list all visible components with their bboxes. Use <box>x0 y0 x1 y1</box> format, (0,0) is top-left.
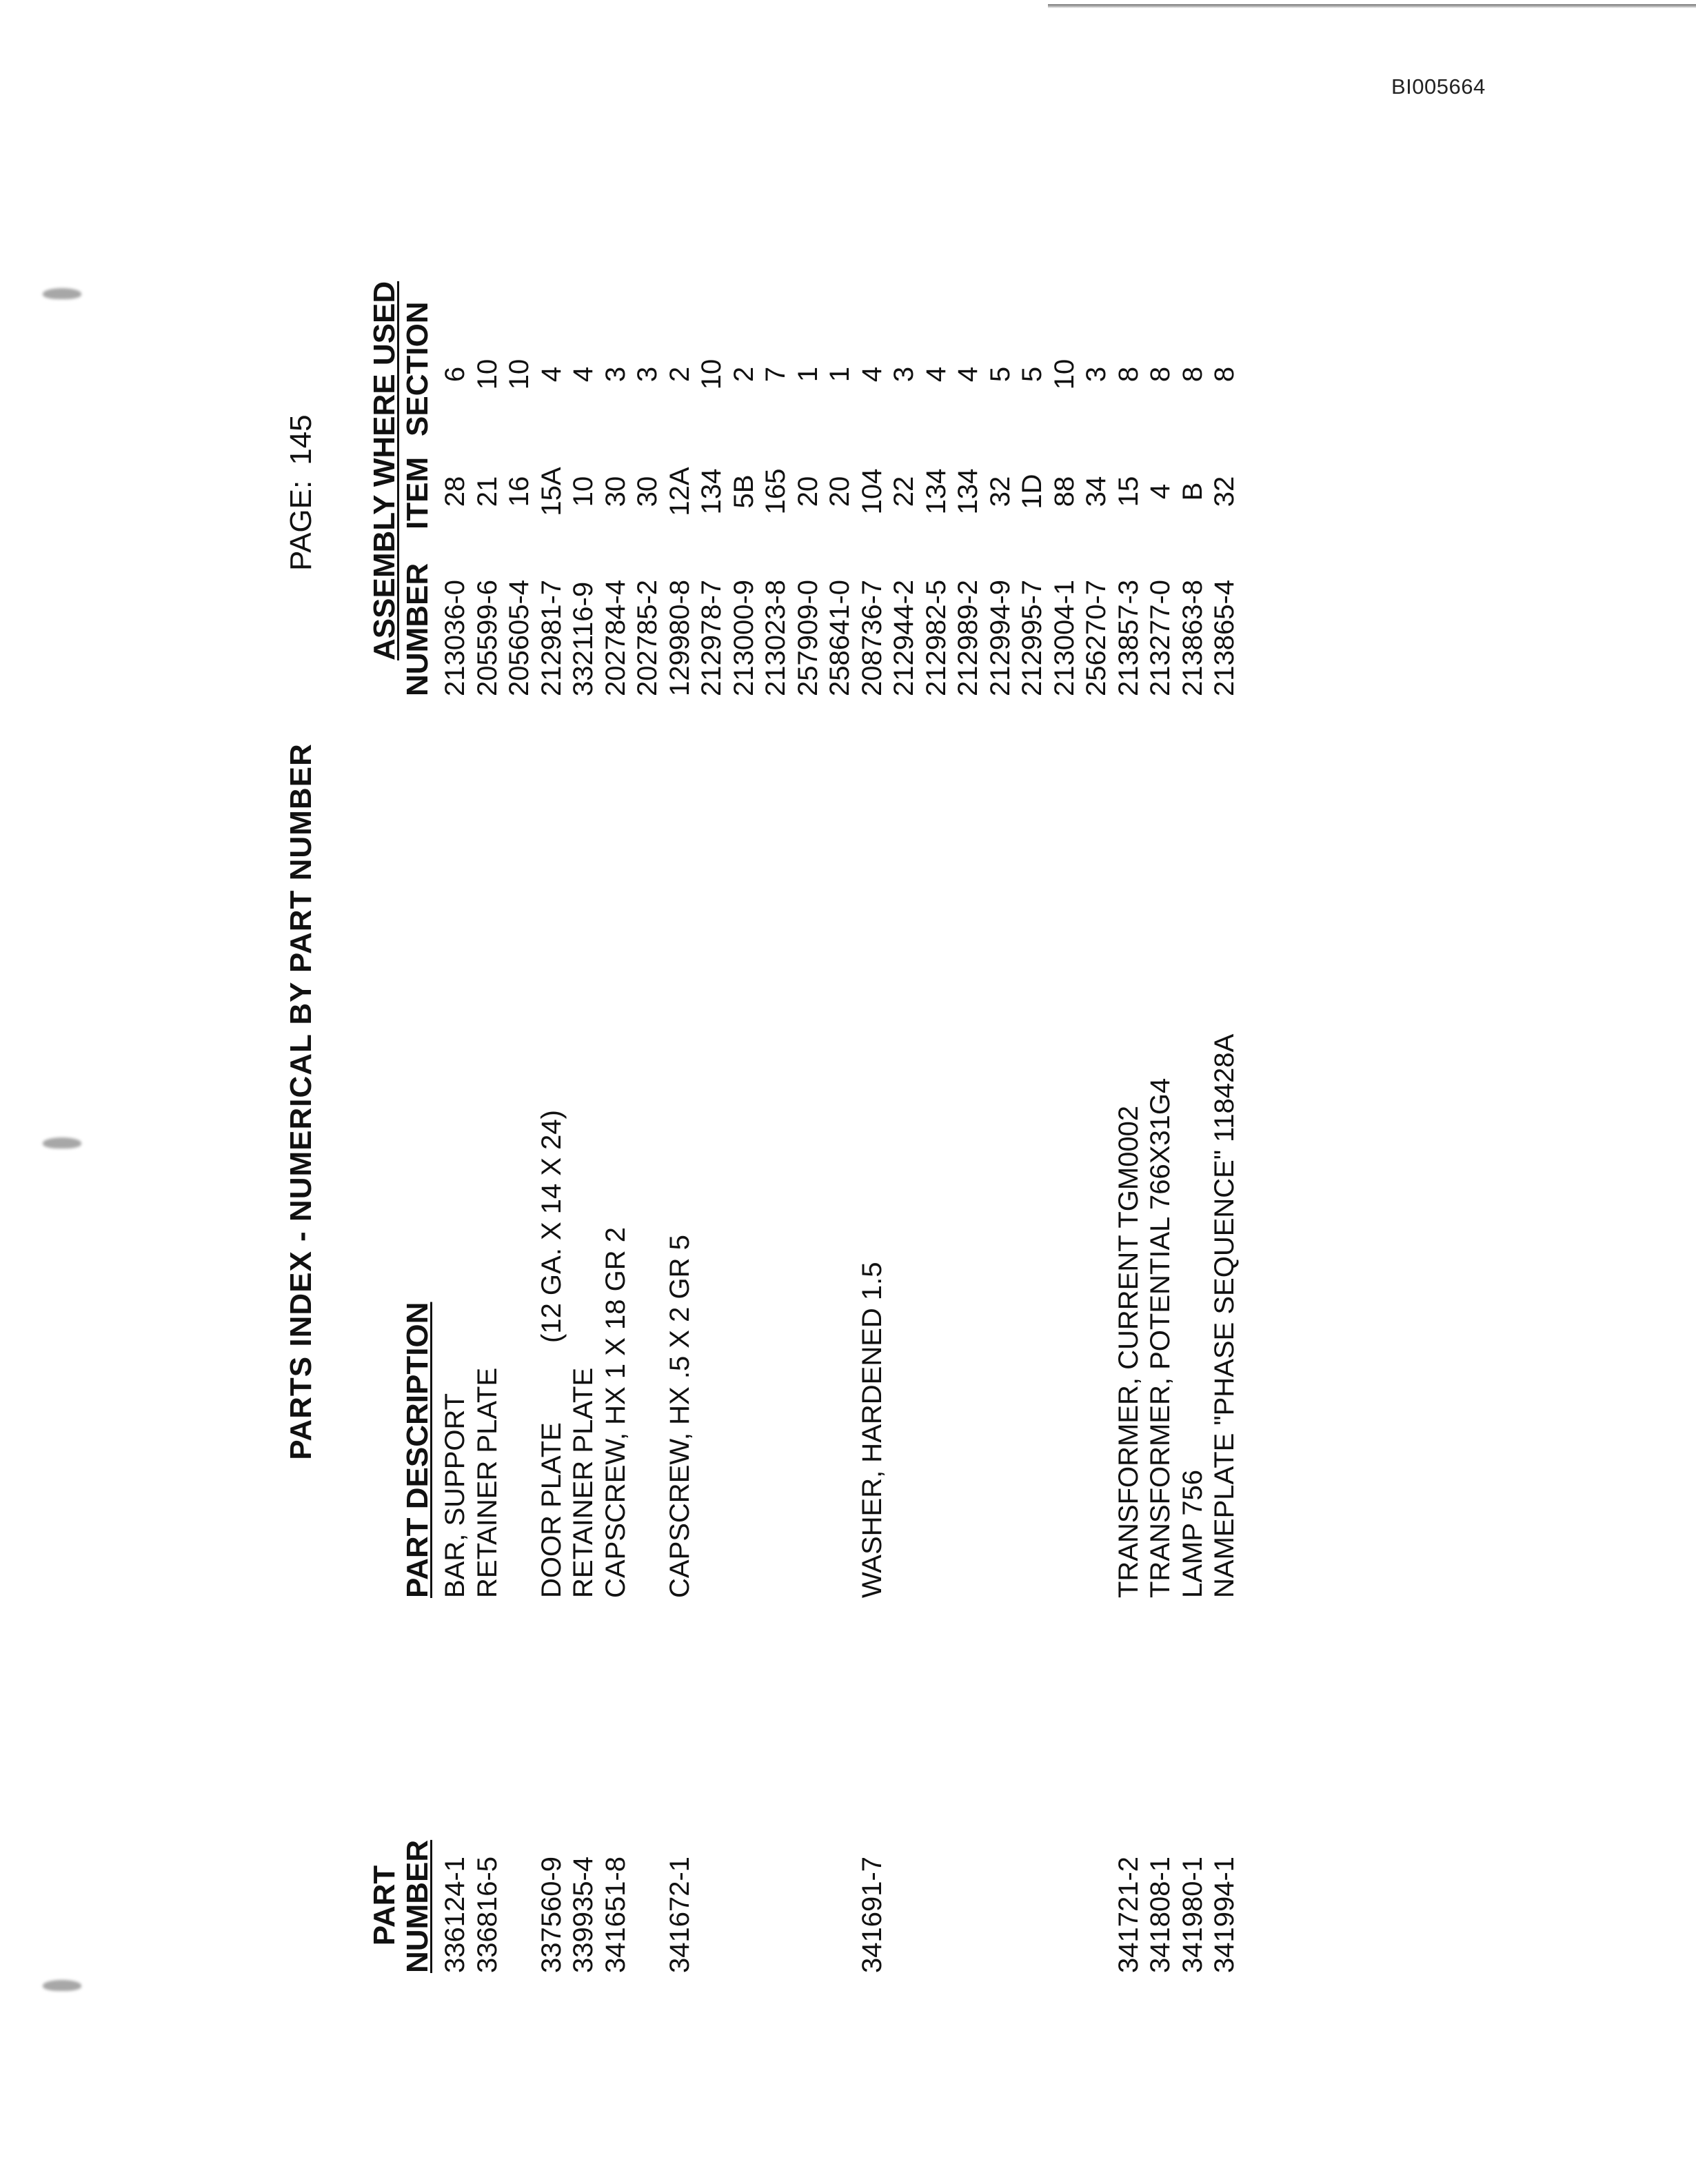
assembly-item-cell: 134 <box>696 468 727 515</box>
assembly-section-cell: 10 <box>472 358 503 390</box>
assembly-item-cell: 4 <box>1145 483 1175 500</box>
part-description-cell: TRANSFORMER, CURRENT TGM0002 <box>1113 1105 1144 1598</box>
assembly-number-cell: 332116-9 <box>568 581 598 696</box>
assembly-number-cell: 212989-2 <box>953 579 983 696</box>
part-number-cell: 336816-5 <box>472 1856 503 1973</box>
part-description-cell: RETAINER PLATE <box>568 1367 598 1598</box>
assembly-item-cell: 134 <box>920 468 951 515</box>
part-description-cell: WASHER, HARDENED 1.5 <box>856 1262 887 1598</box>
page-label: PAGE: <box>284 480 318 571</box>
assembly-number-cell: 208736-7 <box>856 579 887 696</box>
part-description-detail-cell: (12 GA. X 14 X 24) <box>536 1110 567 1343</box>
table-row <box>759 0 792 2184</box>
assembly-item-cell: 134 <box>953 468 983 515</box>
part-number-cell: 341721-2 <box>1113 1856 1144 1973</box>
part-number-cell: 339935-4 <box>568 1856 598 1973</box>
assembly-number-cell: 213036-0 <box>440 579 470 696</box>
table-row <box>727 0 760 2184</box>
header-part-description: PART DESCRIPTION <box>401 1302 434 1598</box>
assembly-section-cell: 3 <box>632 366 663 383</box>
assembly-number-cell: 257909-0 <box>792 579 823 696</box>
table-row <box>1176 0 1209 2184</box>
assembly-item-cell: 15A <box>536 467 567 516</box>
page-number <box>284 414 319 571</box>
header-assembly-section: SECTION <box>401 301 434 436</box>
assembly-section-cell: 10 <box>696 358 727 390</box>
page-value: 145 <box>284 414 318 465</box>
part-number-cell: 341808-1 <box>1145 1856 1175 1973</box>
part-description-cell: NAMEPLATE "PHASE SEQUENCE" 118428A <box>1209 1033 1240 1598</box>
table-row <box>1048 0 1081 2184</box>
assembly-item-cell: B <box>1177 482 1208 501</box>
part-description-cell: TRANSFORMER, POTENTIAL 766X31G4 <box>1145 1078 1175 1598</box>
header-assembly-where-used: ASSEMBLY WHERE USED <box>367 281 401 660</box>
assembly-item-cell: 10 <box>568 476 598 507</box>
assembly-section-cell: 8 <box>1177 366 1208 383</box>
table-row <box>535 0 568 2184</box>
assembly-number-cell: 202784-4 <box>600 579 631 696</box>
table-row <box>438 0 472 2184</box>
part-number-cell: 341651-8 <box>600 1856 631 1973</box>
assembly-section-cell: 1 <box>792 366 823 383</box>
assembly-section-cell: 4 <box>920 366 951 383</box>
assembly-item-cell: 28 <box>440 476 470 507</box>
table-row <box>599 0 632 2184</box>
assembly-number-cell: 213023-8 <box>760 579 791 696</box>
assembly-section-cell: 3 <box>600 366 631 383</box>
assembly-item-cell: 22 <box>889 476 919 507</box>
table-row <box>471 0 504 2184</box>
part-number-cell: 336124-1 <box>440 1856 470 1973</box>
assembly-section-cell: 5 <box>1017 366 1047 383</box>
assembly-section-cell: 10 <box>1049 358 1080 390</box>
table-row <box>1016 0 1049 2184</box>
assembly-item-cell: 16 <box>504 476 534 507</box>
assembly-item-cell: 32 <box>1209 476 1240 507</box>
table-row <box>791 0 825 2184</box>
assembly-number-cell: 212995-7 <box>1017 579 1047 696</box>
table-row <box>1144 0 1177 2184</box>
assembly-section-cell: 3 <box>889 366 919 383</box>
part-description-cell: BAR, SUPPORT <box>440 1393 470 1598</box>
part-description-cell: RETAINER PLATE <box>472 1367 503 1598</box>
table-row <box>567 0 600 2184</box>
table-row <box>631 0 664 2184</box>
part-number-cell: 341691-7 <box>856 1856 887 1973</box>
assembly-number-cell: 212978-7 <box>696 579 727 696</box>
assembly-number-cell: 213277-0 <box>1145 579 1175 696</box>
table-row <box>1208 0 1241 2184</box>
table-row <box>920 0 953 2184</box>
assembly-item-cell: 1D <box>1017 474 1047 509</box>
assembly-item-cell: 104 <box>856 468 887 515</box>
assembly-item-cell: 34 <box>1081 476 1111 507</box>
assembly-number-cell: 202785-2 <box>632 579 663 696</box>
assembly-number-cell: 258641-0 <box>825 579 855 696</box>
table-row <box>503 0 536 2184</box>
part-description-cell: DOOR PLATE <box>536 1422 567 1598</box>
header-part-number: NUMBER <box>401 1839 434 1973</box>
assembly-section-cell: 8 <box>1209 366 1240 383</box>
table-row <box>856 0 889 2184</box>
assembly-item-cell: 5B <box>728 474 759 509</box>
assembly-item-cell: 32 <box>985 476 1016 507</box>
table-row <box>1112 0 1145 2184</box>
part-number-cell: 341672-1 <box>664 1856 695 1973</box>
table-row <box>1080 0 1113 2184</box>
assembly-section-cell: 4 <box>568 366 598 383</box>
assembly-section-cell: 2 <box>728 366 759 383</box>
assembly-section-cell: 4 <box>536 366 567 383</box>
assembly-section-cell: 4 <box>953 366 983 383</box>
assembly-number-cell: 256270-7 <box>1081 579 1111 696</box>
assembly-item-cell: 20 <box>825 476 855 507</box>
part-description-cell: CAPSCREW, HX .5 X 2 GR 5 <box>664 1235 695 1598</box>
assembly-section-cell: 4 <box>856 366 887 383</box>
assembly-item-cell: 30 <box>600 476 631 507</box>
part-description-cell: LAMP 756 <box>1177 1469 1208 1598</box>
part-description-cell: CAPSCREW, HX 1 X 18 GR 2 <box>600 1227 631 1598</box>
assembly-number-cell: 212981-7 <box>536 579 567 696</box>
assembly-item-cell: 15 <box>1113 476 1144 507</box>
assembly-item-cell: 30 <box>632 476 663 507</box>
assembly-section-cell: 5 <box>985 366 1016 383</box>
assembly-section-cell: 8 <box>1145 366 1175 383</box>
assembly-number-cell: 212982-5 <box>920 579 951 696</box>
part-number-cell: 341980-1 <box>1177 1856 1208 1973</box>
assembly-item-cell: 12A <box>664 467 695 516</box>
assembly-item-cell: 21 <box>472 476 503 507</box>
part-number-cell: 341994-1 <box>1209 1856 1240 1973</box>
assembly-section-cell: 1 <box>825 366 855 383</box>
assembly-number-cell: 213863-8 <box>1177 579 1208 696</box>
assembly-number-cell: 213004-1 <box>1049 579 1080 696</box>
document-id: BI005664 <box>1391 74 1486 99</box>
assembly-section-cell: 10 <box>504 358 534 390</box>
assembly-number-cell: 213865-4 <box>1209 579 1240 696</box>
table-row <box>695 0 728 2184</box>
assembly-item-cell: 20 <box>792 476 823 507</box>
assembly-section-cell: 3 <box>1081 366 1111 383</box>
assembly-section-cell: 8 <box>1113 366 1144 383</box>
assembly-section-cell: 6 <box>440 366 470 383</box>
header-assembly-item: ITEM <box>401 456 434 529</box>
assembly-number-cell: 129980-8 <box>664 579 695 696</box>
assembly-number-cell: 212944-2 <box>889 579 919 696</box>
assembly-number-cell: 205605-4 <box>504 579 534 696</box>
header-assembly-number: NUMBER <box>401 563 434 696</box>
assembly-number-cell: 213000-9 <box>728 579 759 696</box>
table-row <box>887 0 920 2184</box>
page-title: PARTS INDEX - NUMERICAL BY PART NUMBER <box>284 743 318 1460</box>
table-row <box>984 0 1017 2184</box>
assembly-number-cell: 205599-6 <box>472 579 503 696</box>
part-number-cell: 337560-9 <box>536 1856 567 1973</box>
assembly-number-cell: 212994-9 <box>985 579 1016 696</box>
assembly-item-cell: 165 <box>760 468 791 515</box>
assembly-section-cell: 2 <box>664 366 695 383</box>
assembly-number-cell: 213857-3 <box>1113 579 1144 696</box>
assembly-section-cell: 7 <box>760 366 791 383</box>
table-row <box>951 0 985 2184</box>
header-part: PART <box>367 1865 401 1946</box>
table-row <box>823 0 856 2184</box>
table-row <box>663 0 696 2184</box>
assembly-item-cell: 88 <box>1049 476 1080 507</box>
